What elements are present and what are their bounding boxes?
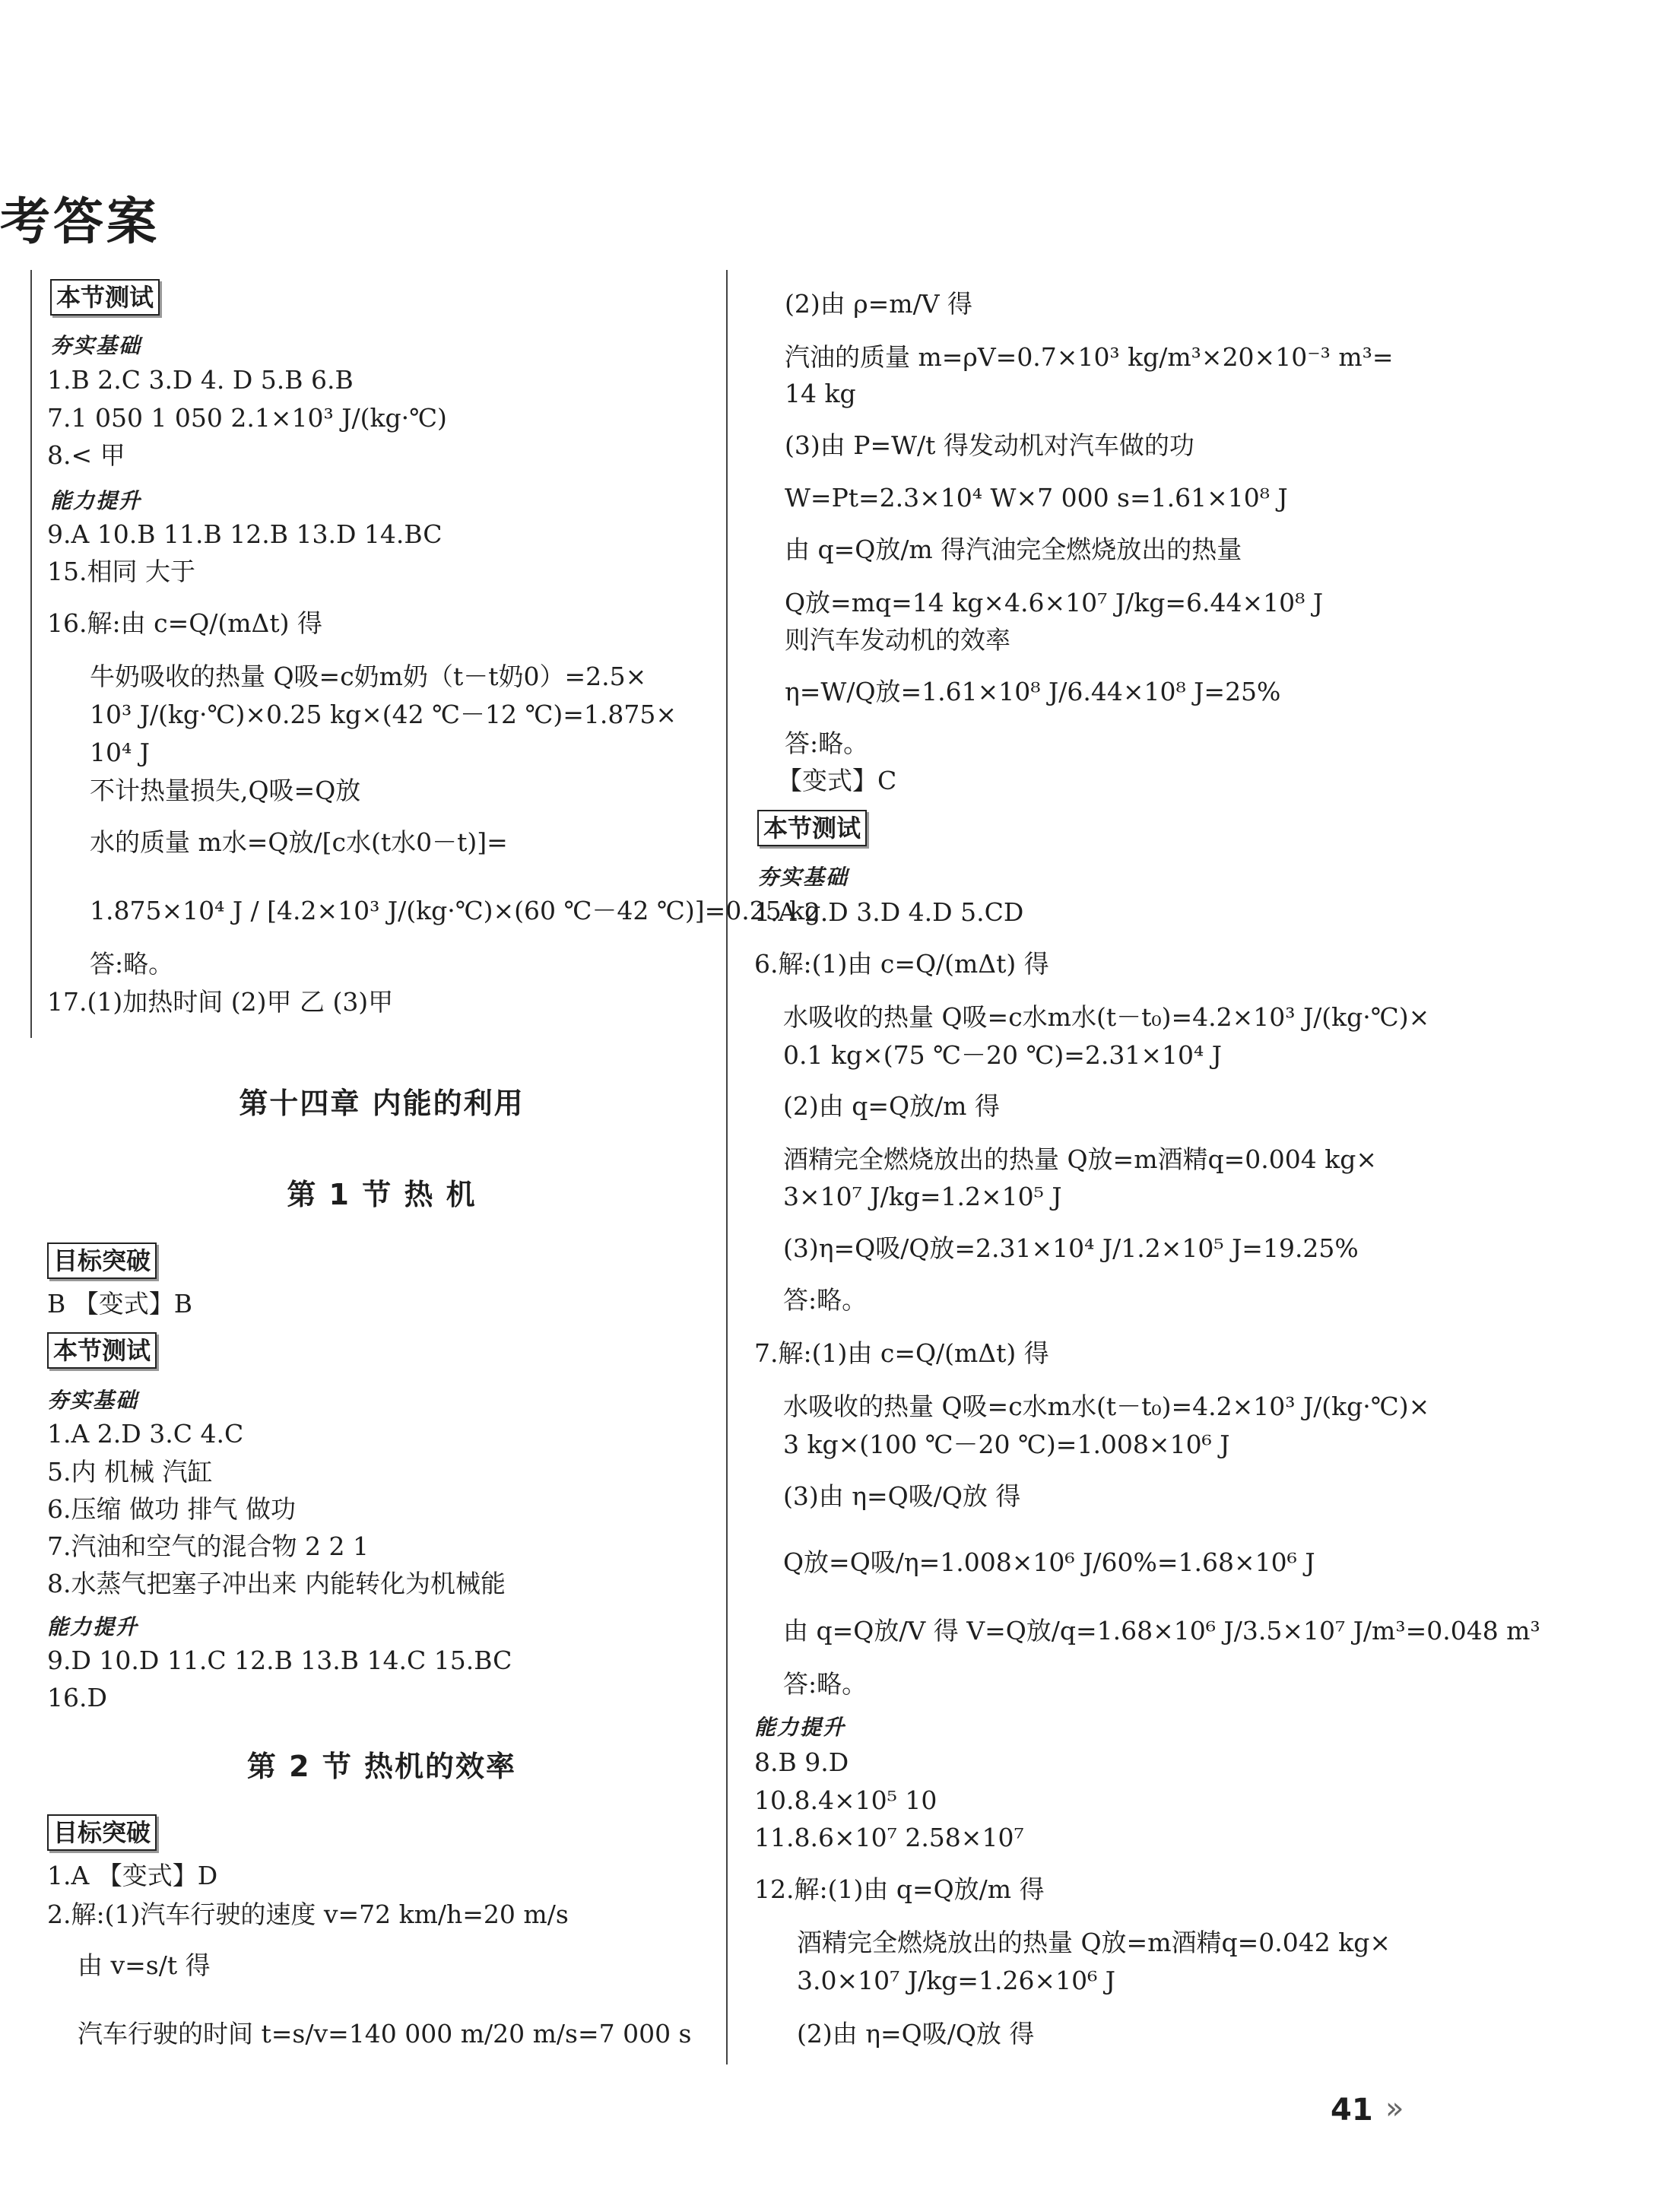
section-test-label: 本节测试: [757, 810, 867, 846]
answer-line: (2)由 ρ=m/V 得: [785, 289, 973, 319]
answer-line: 由 q=Q放/m 得汽油完全燃烧放出的热量: [785, 535, 1242, 564]
answer-line: 15.相同 大于: [47, 557, 195, 586]
basic-label: 夯实基础: [47, 1388, 139, 1413]
answer-line: 7.解:(1)由 c=Q/(mΔt) 得: [754, 1338, 1049, 1368]
basic-label: 夯实基础: [50, 333, 142, 358]
answer-line: (3)由 P=W/t 得发动机对汽车做的功: [785, 430, 1194, 460]
answer-line: 7.汽油和空气的混合物 2 2 1: [47, 1531, 369, 1561]
answer-line: (2)由 η=Q吸/Q放 得: [797, 2019, 1035, 2049]
answer-line: 汽车行驶的时间 t=s/v=140 000 m/20 m/s=7 000 s: [78, 2019, 692, 2049]
answer-line: 水的质量 m水=Q放/[c水(t水0－t)]=: [90, 827, 508, 857]
answer-line: 16.D: [47, 1683, 107, 1712]
answer-line: 9.D 10.D 11.C 12.B 13.B 14.C 15.BC: [47, 1646, 512, 1675]
page-arrow-icon: »: [1385, 2091, 1404, 2126]
answer-line: 8.< 甲: [47, 440, 125, 470]
answer-line: 1.B 2.C 3.D 4. D 5.B 6.B: [47, 365, 354, 395]
answer-line: 3.0×10⁷ J/kg=1.26×10⁶ J: [797, 1966, 1116, 1995]
answer-line: W=Pt=2.3×10⁴ W×7 000 s=1.61×10⁸ J: [785, 483, 1288, 513]
answer-line: 1.A 【变式】D: [47, 1861, 218, 1890]
section-heading: 第 2 节 热机的效率: [246, 1750, 517, 1783]
left-column-rule: [30, 270, 32, 1038]
answer-line: 12.解:(1)由 q=Q放/m 得: [754, 1874, 1045, 1904]
answer-line: 【变式】C: [777, 766, 897, 795]
goal-label: 目标突破: [47, 1242, 157, 1279]
answer-line: 6.压缩 做功 排气 做功: [47, 1494, 296, 1524]
answer-line: 答:略。: [783, 1669, 868, 1699]
answer-line: 14 kg: [785, 379, 856, 408]
section-heading: 第 1 节 热 机: [287, 1178, 477, 1211]
answer-line: 酒精完全燃烧放出的热量 Q放=m酒精q=0.042 kg×: [797, 1928, 1391, 1957]
answer-line: 7.1 050 1 050 2.1×10³ J/(kg·℃): [47, 403, 447, 433]
answer-line: 6.解:(1)由 c=Q/(mΔt) 得: [754, 949, 1049, 979]
answer-line: 16.解:由 c=Q/(mΔt) 得: [47, 608, 323, 638]
answer-line: (3)η=Q吸/Q放=2.31×10⁴ J/1.2×10⁵ J=19.25%: [783, 1233, 1359, 1263]
answer-line: (3)由 η=Q吸/Q放 得: [783, 1481, 1021, 1511]
answer-line: 汽油的质量 m=ρV=0.7×10³ kg/m³×20×10⁻³ m³=: [785, 342, 1394, 372]
answer-line: 17.(1)加热时间 (2)甲 乙 (3)甲: [47, 987, 394, 1017]
answer-line: 10³ J/(kg·℃)×0.25 kg×(42 ℃－12 ℃)=1.875×: [90, 700, 677, 729]
answer-line: 水吸收的热量 Q吸=c水m水(t－t₀)=4.2×10³ J/(kg·℃)×: [783, 1002, 1430, 1032]
ability-label: 能力提升: [50, 488, 142, 513]
ability-label: 能力提升: [754, 1715, 846, 1740]
answer-line: 2.解:(1)汽车行驶的速度 v=72 km/h=20 m/s: [47, 1899, 569, 1929]
answer-line: η=W/Q放=1.61×10⁸ J/6.44×10⁸ J=25%: [785, 677, 1281, 706]
answer-line: 3×10⁷ J/kg=1.2×10⁵ J: [783, 1182, 1062, 1211]
answer-line: 1.875×10⁴ J / [4.2×10³ J/(kg·℃)×(60 ℃－42 ℃)]=0.25 kg: [90, 896, 821, 925]
answer-line: 酒精完全燃烧放出的热量 Q放=m酒精q=0.004 kg×: [783, 1144, 1377, 1174]
answer-line: Q放=Q吸/η=1.008×10⁶ J/60%=1.68×10⁶ J: [783, 1547, 1315, 1577]
goal-label: 目标突破: [47, 1814, 157, 1851]
page-title: 考答案: [0, 192, 160, 251]
answer-line: 则汽车发动机的效率: [785, 625, 1010, 655]
answer-line: 答:略。: [90, 949, 174, 979]
answer-line: 3 kg×(100 ℃－20 ℃)=1.008×10⁶ J: [783, 1430, 1230, 1459]
section-test-label: 本节测试: [47, 1332, 157, 1369]
answer-line: 不计热量损失,Q吸=Q放: [90, 776, 361, 805]
chapter-heading: 第十四章 内能的利用: [239, 1087, 525, 1120]
answer-line: 10⁴ J: [90, 738, 150, 767]
answer-line: 水吸收的热量 Q吸=c水m水(t－t₀)=4.2×10³ J/(kg·℃)×: [783, 1392, 1430, 1421]
answer-line: 答:略。: [783, 1285, 868, 1315]
basic-label: 夯实基础: [757, 865, 849, 890]
center-column-rule: [726, 270, 728, 2064]
answer-line: 9.A 10.B 11.B 12.B 13.D 14.BC: [47, 519, 443, 549]
answer-line: 5.内 机械 汽缸: [47, 1457, 213, 1487]
section-test-label: 本节测试: [50, 279, 160, 316]
answer-line: 答:略。: [785, 728, 869, 758]
answer-line: B 【变式】B: [47, 1289, 192, 1319]
answer-line: 8.B 9.D: [754, 1747, 849, 1777]
answer-line: 由 q=Q放/V 得 V=Q放/q=1.68×10⁶ J/3.5×10⁷ J/m³=0.048 m³: [783, 1616, 1540, 1646]
answer-line: 10.8.4×10⁵ 10: [754, 1785, 937, 1815]
answer-line: 由 v=s/t 得: [78, 1950, 211, 1980]
answer-line: 11.8.6×10⁷ 2.58×10⁷: [754, 1823, 1024, 1852]
page-number: 41: [1331, 2093, 1373, 2128]
answer-line: Q放=mq=14 kg×4.6×10⁷ J/kg=6.44×10⁸ J: [785, 588, 1324, 617]
ability-label: 能力提升: [47, 1614, 139, 1639]
answer-line: 1.A 2.D 3.C 4.C: [47, 1419, 244, 1449]
answer-line: 牛奶吸收的热量 Q吸=c奶m奶（t－t奶0）=2.5×: [90, 662, 647, 691]
answer-line: 1.A 2.D 3.D 4.D 5.CD: [754, 897, 1024, 927]
answer-line: 8.水蒸气把塞子冲出来 内能转化为机械能: [47, 1569, 506, 1598]
answer-line: 0.1 kg×(75 ℃－20 ℃)=2.31×10⁴ J: [783, 1040, 1223, 1070]
answer-line: (2)由 q=Q放/m 得: [783, 1091, 1000, 1121]
